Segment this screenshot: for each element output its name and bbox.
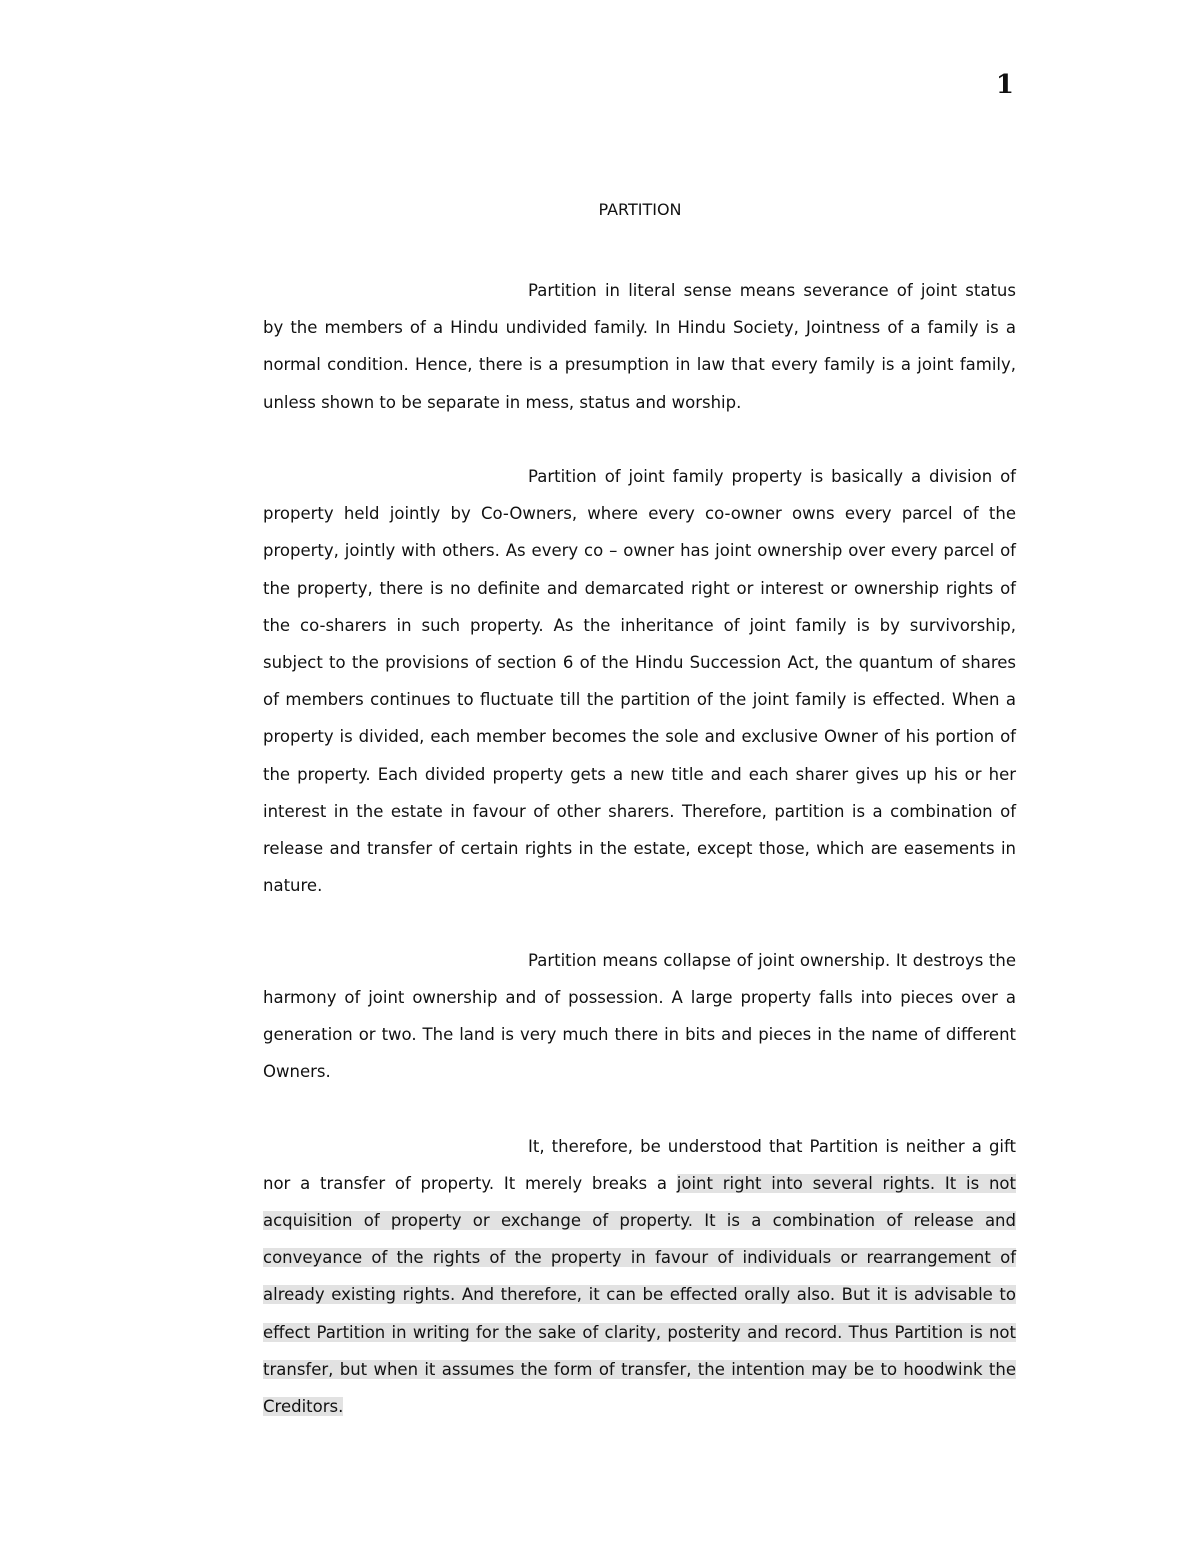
paragraph-3: Partition means collapse of joint ownership. It destroys the harmony of joint ownership and of possession. A large property falls into pieces over a generation or two. The land is very much there in bits and pieces in the name of different Owners. <box>263 950 1016 1082</box>
paragraph-2: Partition of joint family property is basically a division of property held jointly by Co-Owners, where every co-owner owns every parcel of the property, jointly with others. As every co – owner has joint ownership over every parcel of the property, there is no definite and demarcated right or interest or ownership rights of the co-sharers in such property. As the inheritance of joint family is by survivorship, subject to the provisions of section 6 of the Hindu Succession Act, the quantum of shares of members continues to fluctuate till the partition of the joint family is effected. When a property is divided, each member becomes the sole and exclusive Owner of his portion of the property. Each divided property gets a new title and each sharer gives up his or her interest in the estate in favour of other sharers. Therefore, partition is a combination of release and transfer of certain rights in the estate, except those, which are easements in nature. <box>263 467 1016 896</box>
paragraph-4-plain-text: It, therefore, be understood that Partition is neither a gift nor a transfer of property. It merely breaks a <box>263 1136 1016 1193</box>
highlighted-text: joint right into several rights. It is not acquisition of property or exchange of property. It is a combination of release and conveyance of the rights of the property in favour of individuals or rearrangement of already existing rights. And therefore, it can be effected orally also. But it is advisable to effect Partition in writing for the sake of clarity, posterity and record. Thus Partition is not transfer, but when it assumes the form of transfer, the intention may be to hoodwink the Creditors. <box>263 1173 1016 1417</box>
page-number: 1 <box>995 70 1014 100</box>
paragraph-1: Partition in literal sense means severance of joint status by the members of a Hindu undivided family. In Hindu Society, Jointness of a family is a normal condition. Hence, there is a presumption in law that every family is a joint family, unless shown to be separate in mess, status and worship. <box>263 281 1016 412</box>
document-body <box>263 272 1016 1462</box>
document-title: PARTITION <box>598 200 682 219</box>
paragraph-4 <box>263 1128 1016 1426</box>
